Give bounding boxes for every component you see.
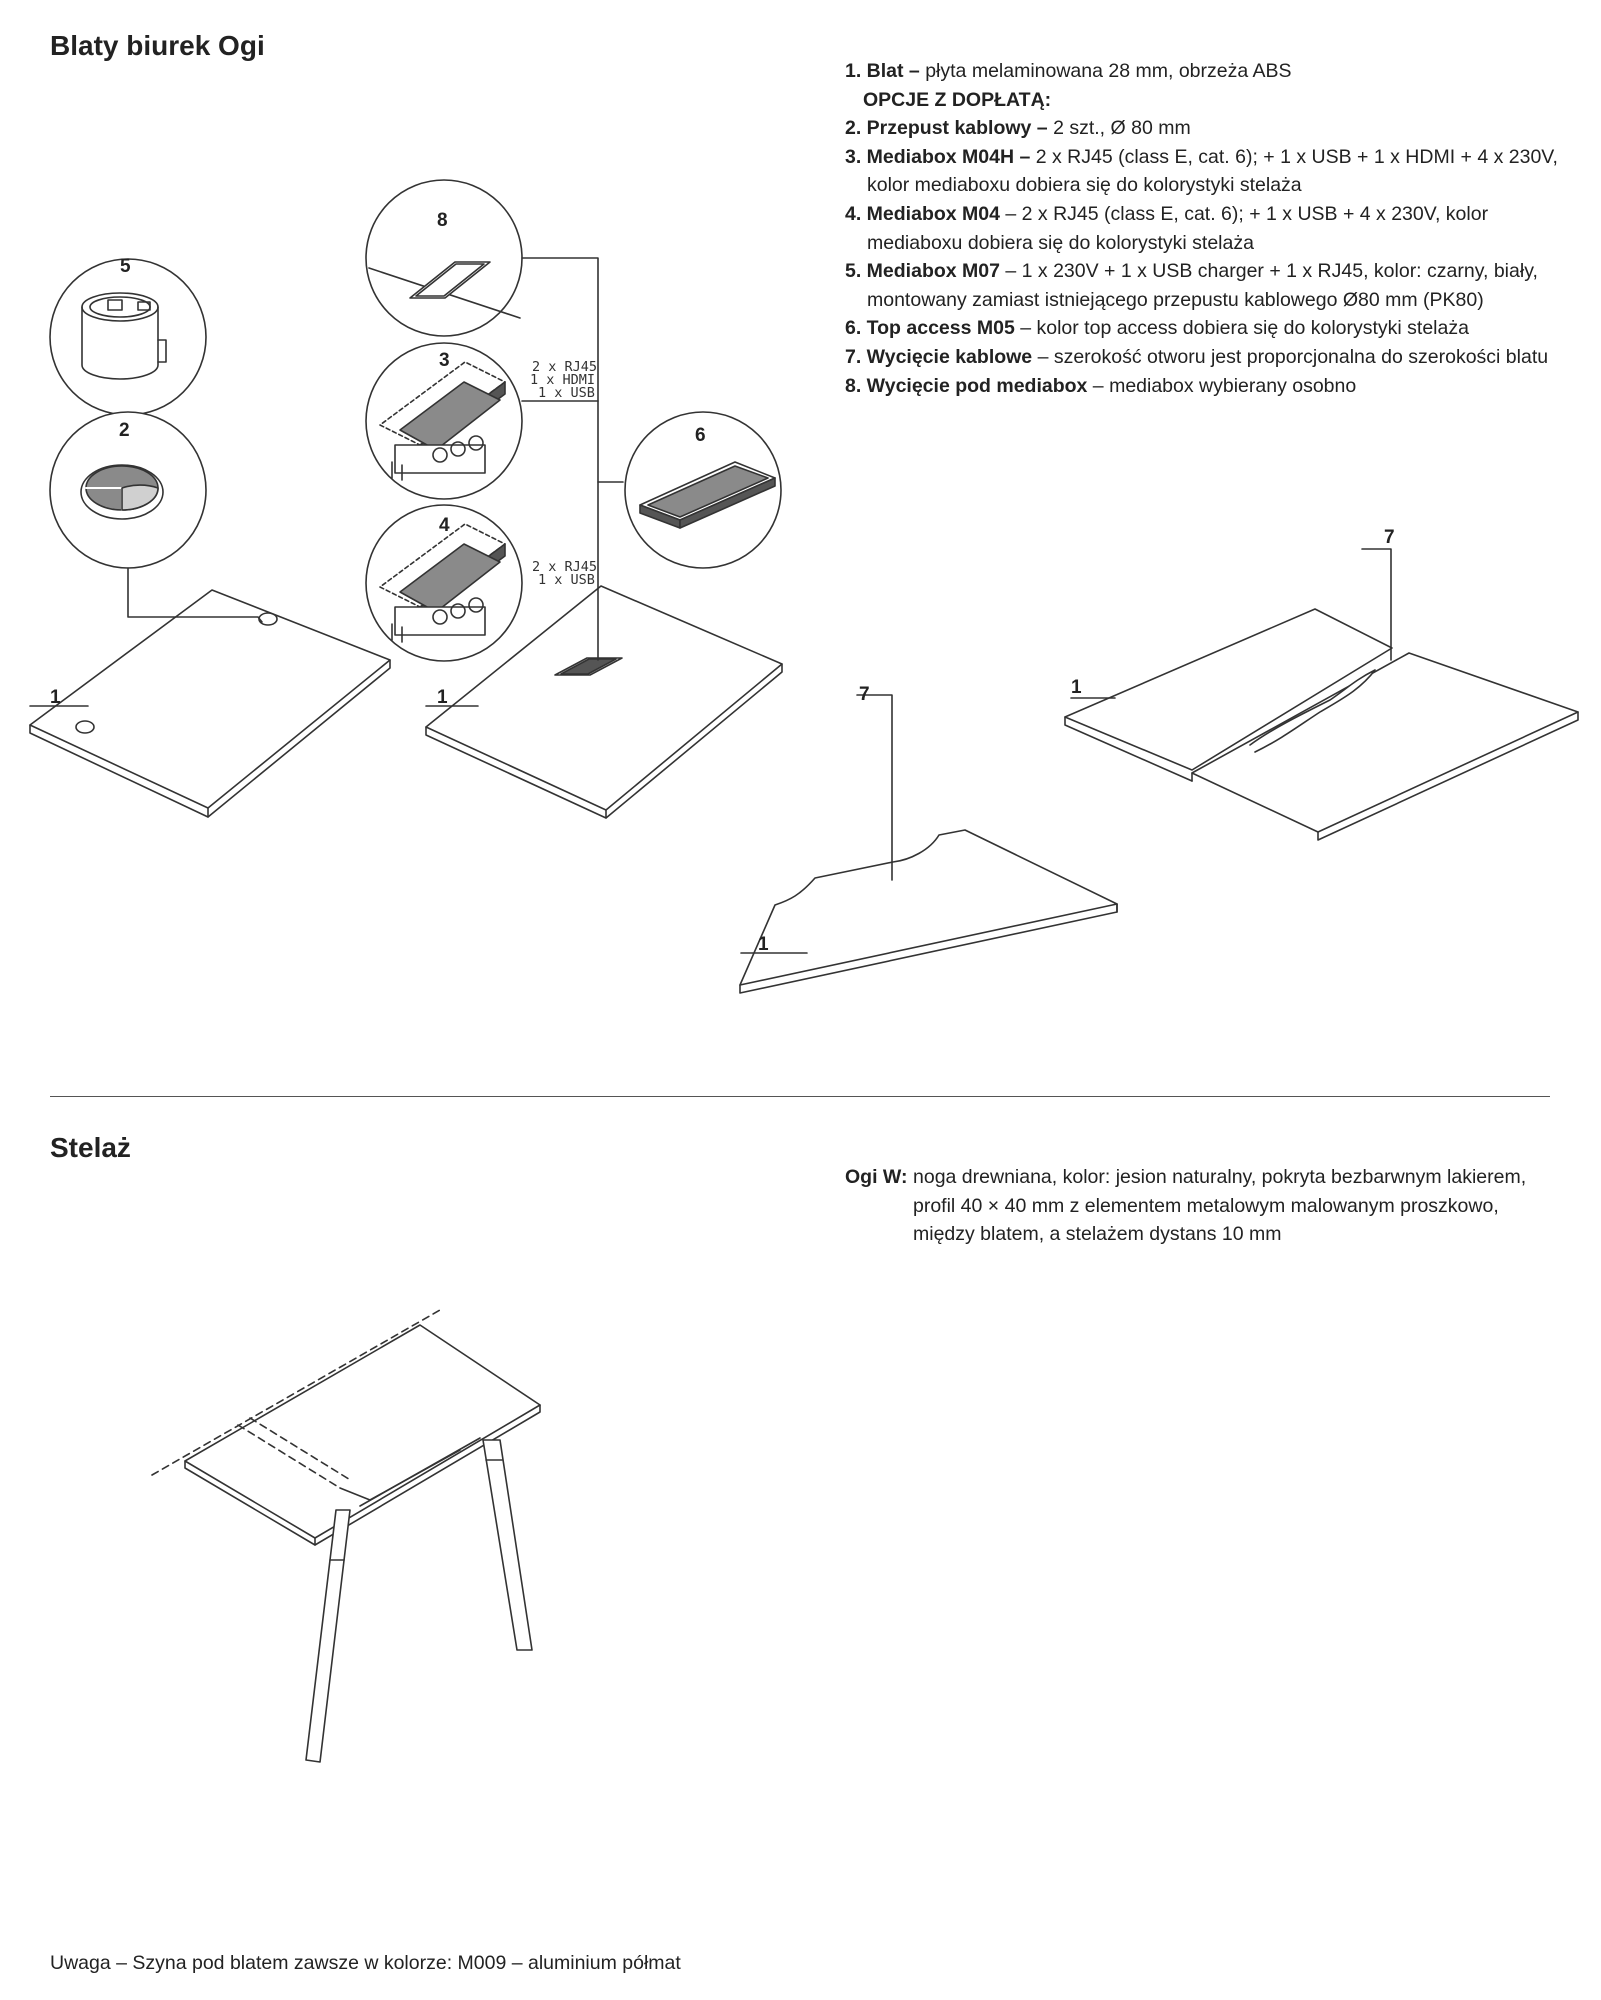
section-title-frame: Stelaż xyxy=(50,1132,131,1163)
m04-spec-line2: 1 x USB xyxy=(538,572,595,588)
spec-text: 2 szt., Ø 80 mm xyxy=(1047,117,1191,140)
callout-5: 5 xyxy=(120,256,131,277)
callout-7b: 7 xyxy=(859,684,870,705)
callout-6: 6 xyxy=(695,425,706,446)
callout-4: 4 xyxy=(439,515,450,536)
callout-3: 3 xyxy=(439,350,450,371)
callout-2: 2 xyxy=(119,420,130,441)
ogi-w-label: Ogi W: xyxy=(845,1166,908,1188)
callout-1d: 1 xyxy=(758,934,769,955)
callout-1b: 1 xyxy=(437,687,448,708)
spec-text: – szerokość otworu jest proporcjonalna do szerokości blatu xyxy=(1032,345,1549,368)
spec-text: płyta melaminowana 28 mm, obrzeża ABS xyxy=(919,60,1292,82)
frame-ogi-w-drawing xyxy=(152,1310,540,1762)
footer-note: Uwaga – Szyna pod blatem zawsze w kolorze: M009 – aluminium półmat xyxy=(50,1952,681,1974)
desk-top-grommets-drawing xyxy=(30,590,390,817)
spec-text: – 2 x RJ45 (class E, cat. 6); + 1 x USB + 4 x 230V, kolor mediaboxu dobiera się do kolorystyki stelaża xyxy=(867,202,1489,254)
spec-text: – mediabox wybierany osobno xyxy=(1087,374,1357,397)
callout-1a: 1 xyxy=(50,687,61,708)
callout-1c: 1 xyxy=(1071,677,1082,698)
spec-label: 6. Top access M05 xyxy=(845,317,1015,340)
spec-label: 7. Wycięcie kablowe xyxy=(845,345,1033,368)
spec-label: 8. Wycięcie pod mediabox xyxy=(845,374,1088,397)
spec-text: 2 x RJ45 (class E, cat. 6); + 1 x USB + 1 x HDMI + 4 x 230V, kolor mediaboxu dobiera się do kolorystyki stelaża xyxy=(867,145,1558,197)
desk-top-cutout-drawing xyxy=(740,695,1117,993)
options-heading: OPCJE Z DOPŁATĄ: xyxy=(863,88,1052,111)
callout-7a: 7 xyxy=(1384,527,1395,548)
spec-label: 2. Przepust kablowy – xyxy=(845,117,1048,140)
ogi-w-text: noga drewniana, kolor: jesion naturalny, pokryta bezbarwnym lakierem, profil 40 × 40 mm z elementem metalowym malowanym proszkowo, między blatem, a stelażem dystans 10 mm xyxy=(913,1166,1527,1246)
spec-text: – 1 x 230V + 1 x USB charger + 1 x RJ45, kolor: czarny, biały, montowany zamiast istniejącego przepustu kablowego Ø80 mm (PK80) xyxy=(867,260,1538,311)
spec-label: 3. Mediabox M04H – xyxy=(845,145,1031,168)
section-divider xyxy=(50,1096,1550,1097)
m04h-spec-line2: 1 x HDMI xyxy=(530,372,596,388)
spec-label: 4. Mediabox M04 xyxy=(845,202,1000,225)
spec-text: – kolor top access dobiera się do kolorystyki stelaża xyxy=(1014,317,1469,340)
desk-top-double-cutout-drawing xyxy=(1065,549,1578,840)
detail-circle-cutout xyxy=(366,180,522,336)
spec-label: 5. Mediabox M07 xyxy=(845,260,1000,283)
m04-spec-line1: 2 x RJ45 xyxy=(532,559,598,575)
callout-8: 8 xyxy=(437,210,448,231)
ogi-w-description xyxy=(845,1163,1545,1249)
m04h-spec-line3: 1 x USB xyxy=(538,385,595,401)
section-title-desktops: Blaty biurek Ogi xyxy=(50,30,265,61)
detail-circle-mediabox-m07 xyxy=(50,259,206,415)
m04h-spec-line1: 2 x RJ45 xyxy=(532,359,598,375)
detail-circle-grommet xyxy=(50,412,262,622)
spec-label: 1. Blat – xyxy=(845,60,920,82)
